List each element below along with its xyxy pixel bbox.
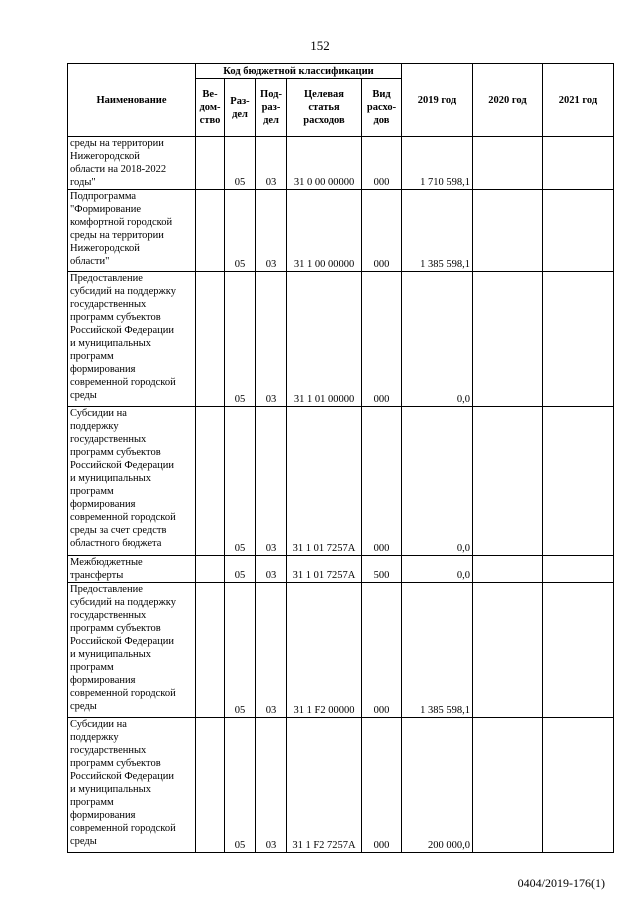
- row-tselevaya: 31 1 01 00000: [287, 272, 362, 407]
- row-2020: [473, 190, 543, 272]
- row-2019: 1 385 598,1: [402, 583, 473, 718]
- row-2020: [473, 556, 543, 583]
- row-vedomstvo: [196, 583, 225, 718]
- row-2019: 1 710 598,1: [402, 137, 473, 190]
- row-2020: [473, 272, 543, 407]
- row-vedomstvo: [196, 407, 225, 556]
- row-vid: 000: [362, 190, 402, 272]
- row-podrazdel: 03: [256, 583, 287, 718]
- header-razdel: Раз- дел: [225, 79, 256, 137]
- row-2021: [543, 583, 614, 718]
- row-razdel: 05: [225, 407, 256, 556]
- row-razdel: 05: [225, 190, 256, 272]
- table-row: [68, 272, 614, 407]
- table-row: [68, 407, 614, 556]
- table-row: [68, 718, 614, 853]
- row-2020: [473, 137, 543, 190]
- row-tselevaya: 31 1 F2 00000: [287, 583, 362, 718]
- row-vedomstvo: [196, 556, 225, 583]
- row-name: Субсидии на поддержку государственных программ субъектов Российской Федерации и муниципальных программ формирования современной городской среды: [68, 718, 196, 853]
- row-razdel: 05: [225, 137, 256, 190]
- row-vedomstvo: [196, 272, 225, 407]
- table-row: [68, 137, 614, 190]
- header-classification-group: Код бюджетной классификации: [196, 64, 402, 79]
- header-2020: 2020 год: [473, 64, 543, 137]
- header-2019: 2019 год: [402, 64, 473, 137]
- row-2020: [473, 583, 543, 718]
- row-name: среды на территории Нижегородской области на 2018-2022 годы": [68, 137, 196, 190]
- row-podrazdel: 03: [256, 718, 287, 853]
- row-tselevaya: 31 1 F2 7257A: [287, 718, 362, 853]
- row-2021: [543, 718, 614, 853]
- row-razdel: 05: [225, 718, 256, 853]
- row-tselevaya: 31 1 00 00000: [287, 190, 362, 272]
- row-name: Предоставление субсидий на поддержку государственных программ субъектов Российской Федерации и муниципальных программ формирования современной городской среды: [68, 272, 196, 407]
- row-2019: 0,0: [402, 407, 473, 556]
- row-podrazdel: 03: [256, 272, 287, 407]
- row-2021: [543, 407, 614, 556]
- row-2021: [543, 190, 614, 272]
- header-vid: Вид расхо- дов: [362, 79, 402, 137]
- row-razdel: 05: [225, 556, 256, 583]
- row-2019: 0,0: [402, 556, 473, 583]
- row-name: Субсидии на поддержку государственных программ субъектов Российской Федерации и муниципальных программ формирования современной городской среды за счет средств областного бюджета: [68, 407, 196, 556]
- row-vedomstvo: [196, 190, 225, 272]
- table-row: [68, 583, 614, 718]
- row-2021: [543, 137, 614, 190]
- row-2019: 0,0: [402, 272, 473, 407]
- row-name: Межбюджетные трансферты: [68, 556, 196, 583]
- row-podrazdel: 03: [256, 137, 287, 190]
- row-razdel: 05: [225, 272, 256, 407]
- row-vid: 000: [362, 137, 402, 190]
- table-row: [68, 556, 614, 583]
- row-name: Предоставление субсидий на поддержку государственных программ субъектов Российской Федерации и муниципальных программ формирования современной городской среды: [68, 583, 196, 718]
- row-podrazdel: 03: [256, 407, 287, 556]
- row-tselevaya: 31 1 01 7257A: [287, 407, 362, 556]
- row-podrazdel: 03: [256, 190, 287, 272]
- header-2021: 2021 год: [543, 64, 614, 137]
- table-row: [68, 190, 614, 272]
- row-2019: 200 000,0: [402, 718, 473, 853]
- row-2019: 1 385 598,1: [402, 190, 473, 272]
- row-vedomstvo: [196, 137, 225, 190]
- row-tselevaya: 31 0 00 00000: [287, 137, 362, 190]
- row-podrazdel: 03: [256, 556, 287, 583]
- row-vid: 500: [362, 556, 402, 583]
- row-name: Подпрограмма "Формирование комфортной городской среды на территории Нижегородской области": [68, 190, 196, 272]
- document-code: 0404/2019-176(1): [517, 876, 605, 890]
- header-tselevaya: Целевая статья расходов: [287, 79, 362, 137]
- row-vid: 000: [362, 272, 402, 407]
- row-2020: [473, 407, 543, 556]
- row-razdel: 05: [225, 583, 256, 718]
- row-2021: [543, 272, 614, 407]
- row-vid: 000: [362, 407, 402, 556]
- row-2020: [473, 718, 543, 853]
- budget-table: [67, 63, 614, 853]
- page-number: 152: [310, 38, 330, 53]
- row-2021: [543, 556, 614, 583]
- header-name: Наименование: [68, 64, 196, 137]
- row-tselevaya: 31 1 01 7257A: [287, 556, 362, 583]
- header-podrazdel: Под- раз- дел: [256, 79, 287, 137]
- row-vid: 000: [362, 718, 402, 853]
- row-vid: 000: [362, 583, 402, 718]
- header-vedomstvo: Ве- дом- ство: [196, 79, 225, 137]
- row-vedomstvo: [196, 718, 225, 853]
